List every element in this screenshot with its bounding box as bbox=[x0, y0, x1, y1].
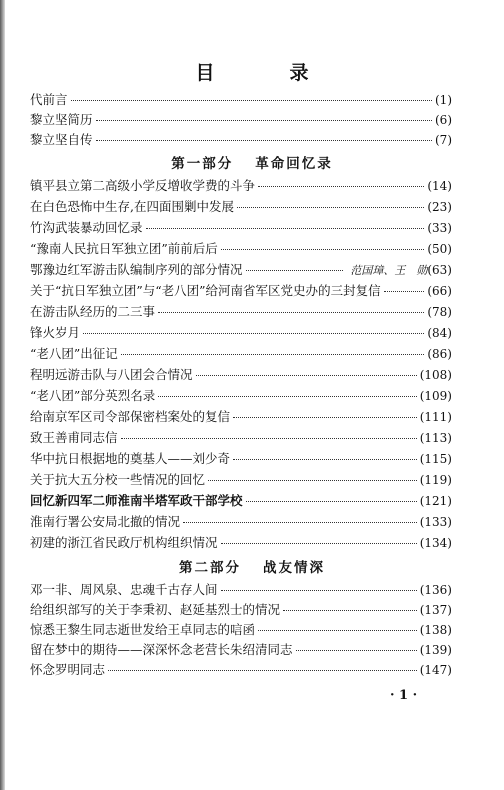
toc-entry-text: 黎立坚自传 bbox=[30, 132, 93, 147]
toc-entry-text: 竹沟武装暴动回忆录 bbox=[30, 220, 143, 235]
toc-entry-page: (137) bbox=[419, 603, 452, 617]
dot-leader bbox=[221, 249, 425, 250]
toc-entry-page: (109) bbox=[419, 389, 452, 403]
toc-entry[interactable] bbox=[30, 428, 452, 448]
toc-entry-text: 在游击队经历的二三事 bbox=[30, 304, 156, 319]
toc-entry[interactable] bbox=[30, 660, 452, 680]
toc-entry-page: (1) bbox=[435, 93, 452, 107]
toc-entry[interactable] bbox=[30, 640, 452, 660]
dot-leader bbox=[237, 207, 424, 208]
toc-entry-page: (7) bbox=[435, 133, 452, 147]
toc-entry-text: 给南京军区司令部保密档案处的复信 bbox=[30, 409, 231, 424]
toc-entry-page: (86) bbox=[427, 347, 452, 361]
toc-entry-text: 回忆新四军二师淮南半塔军政干部学校 bbox=[30, 493, 243, 508]
section-name: 战友情深 bbox=[263, 560, 325, 576]
page-number: · 1 · bbox=[390, 688, 418, 703]
toc-entry-text: 初建的浙江省民政厅机构组织情况 bbox=[30, 535, 218, 550]
toc-entry[interactable] bbox=[30, 218, 452, 238]
toc-entry-author: 范国璋、王 勋 bbox=[350, 264, 428, 277]
toc-entry[interactable] bbox=[30, 600, 452, 620]
dot-leader bbox=[258, 186, 424, 187]
toc-entry-text: 留在梦中的期待——深深怀念老营长朱绍清同志 bbox=[30, 642, 293, 657]
dot-leader bbox=[96, 120, 432, 121]
toc-entry-text: 怀念罗明同志 bbox=[30, 662, 106, 677]
dot-leader bbox=[121, 438, 417, 439]
toc-entry-page: (119) bbox=[419, 473, 452, 487]
toc-entry-page: (147) bbox=[419, 663, 452, 677]
dot-leader bbox=[384, 291, 425, 292]
toc-entry-text: 代前言 bbox=[30, 92, 68, 107]
dot-leader bbox=[83, 333, 424, 334]
toc-entry-text: 在白色恐怖中生存,在四面围剿中发展 bbox=[30, 199, 234, 214]
dot-leader bbox=[233, 417, 417, 418]
toc-entry[interactable] bbox=[30, 197, 452, 217]
dot-leader bbox=[221, 543, 417, 544]
toc-entry-autobiography[interactable] bbox=[30, 130, 452, 150]
dot-leader bbox=[283, 610, 417, 611]
toc-entry-text: “老八团”出征记 bbox=[30, 346, 118, 361]
toc-entry-text: “老八团”部分英烈名录 bbox=[30, 388, 156, 403]
toc-entry-page: (139) bbox=[419, 643, 452, 657]
dot-leader bbox=[246, 501, 417, 502]
toc-entry[interactable] bbox=[30, 344, 452, 364]
toc-entry[interactable] bbox=[30, 512, 452, 532]
toc-entry-page: (115) bbox=[419, 452, 452, 466]
toc-entry-text: 给组织部写的关于李秉初、赵延基烈士的情况 bbox=[30, 602, 281, 617]
toc-entry-page: (33) bbox=[427, 221, 452, 235]
toc-entry[interactable] bbox=[30, 260, 452, 280]
toc-entry[interactable] bbox=[30, 323, 452, 343]
toc-entry-page: (78) bbox=[427, 305, 452, 319]
toc-entry-text: 致王善甫同志信 bbox=[30, 430, 118, 445]
toc-entry[interactable] bbox=[30, 580, 452, 600]
toc-entry-page: (121) bbox=[419, 494, 452, 508]
toc-entry-page: (138) bbox=[419, 623, 452, 637]
toc-entry-page: (136) bbox=[419, 583, 452, 597]
toc-entry[interactable] bbox=[30, 407, 452, 427]
toc-entry-page: (108) bbox=[419, 368, 452, 382]
page-title: 目 录 bbox=[195, 62, 337, 84]
toc-entry[interactable] bbox=[30, 281, 452, 301]
toc-entry[interactable] bbox=[30, 533, 452, 553]
dot-leader bbox=[158, 312, 424, 313]
toc-entry-text: 锋火岁月 bbox=[30, 325, 81, 340]
toc-entry-text: 鄂豫边红军游击队编制序列的部分情况 bbox=[30, 262, 243, 277]
toc-entry-text: 程明远游击队与八团会合情况 bbox=[30, 367, 193, 382]
section-label: 第一部分 bbox=[171, 156, 234, 172]
toc-entry-page: (134) bbox=[419, 536, 452, 550]
toc-entry-page: (6) bbox=[435, 113, 452, 127]
dot-leader bbox=[233, 459, 417, 460]
dot-leader bbox=[208, 480, 417, 481]
toc-entry-text: 黎立坚简历 bbox=[30, 112, 93, 127]
toc-entry-text: 关于“抗日军独立团”与“老八团”给河南省军区党史办的三封复信 bbox=[30, 283, 381, 298]
toc-entry[interactable] bbox=[30, 176, 452, 196]
toc-entry[interactable] bbox=[30, 620, 452, 640]
dot-leader bbox=[96, 140, 432, 141]
dot-leader bbox=[183, 522, 417, 523]
dot-leader bbox=[258, 630, 417, 631]
toc-entry[interactable] bbox=[30, 302, 452, 322]
toc-entry[interactable] bbox=[30, 491, 452, 511]
dot-leader bbox=[158, 396, 416, 397]
dot-leader bbox=[121, 354, 425, 355]
dot-leader bbox=[71, 100, 432, 101]
toc-entry-page: (50) bbox=[427, 242, 452, 256]
toc-entry[interactable] bbox=[30, 239, 452, 259]
dot-leader bbox=[196, 375, 417, 376]
toc-entry-text: 邓一非、周风泉、忠魂千古存人间 bbox=[30, 582, 218, 597]
toc-entry[interactable] bbox=[30, 365, 452, 385]
section-header-part1 bbox=[0, 152, 504, 172]
toc-entry-text: 华中抗日根据地的奠基人——刘少奇 bbox=[30, 451, 231, 466]
toc-entry-page: (66) bbox=[427, 284, 452, 298]
toc-entry-page: (133) bbox=[419, 515, 452, 529]
dot-leader bbox=[108, 670, 417, 671]
toc-entry[interactable] bbox=[30, 449, 452, 469]
section-name: 革命回忆录 bbox=[255, 156, 333, 172]
toc-entry-resume[interactable] bbox=[30, 110, 452, 130]
toc-entry-text: 惊悉王黎生同志逝世发给王卓同志的唁函 bbox=[30, 622, 256, 637]
toc-entry[interactable] bbox=[30, 386, 452, 406]
toc-entry-page: (113) bbox=[419, 431, 452, 445]
dot-leader bbox=[246, 270, 344, 271]
toc-entry-page: (111) bbox=[419, 410, 452, 424]
toc-entry-page: (23) bbox=[427, 200, 452, 214]
toc-entry-page: (84) bbox=[427, 326, 452, 340]
toc-entry[interactable] bbox=[30, 470, 452, 490]
section-header-part2 bbox=[0, 556, 504, 576]
page-edge-shadow bbox=[0, 0, 5, 790]
toc-entry-text: 关于抗大五分校一些情况的回忆 bbox=[30, 472, 206, 487]
toc-entry-text: “豫南人民抗日军独立团”前前后后 bbox=[30, 241, 218, 256]
dot-leader bbox=[296, 650, 417, 651]
dot-leader bbox=[221, 590, 417, 591]
toc-entry-page: (63) bbox=[427, 263, 452, 277]
toc-entry-text: 镇平县立第二高级小学反增收学费的斗争 bbox=[30, 178, 256, 193]
toc-entry-preface[interactable] bbox=[30, 90, 452, 110]
section-label: 第二部分 bbox=[179, 560, 241, 576]
dot-leader bbox=[146, 228, 425, 229]
toc-entry-page: (14) bbox=[427, 179, 452, 193]
toc-entry-text: 淮南行署公安局北撤的情况 bbox=[30, 514, 181, 529]
